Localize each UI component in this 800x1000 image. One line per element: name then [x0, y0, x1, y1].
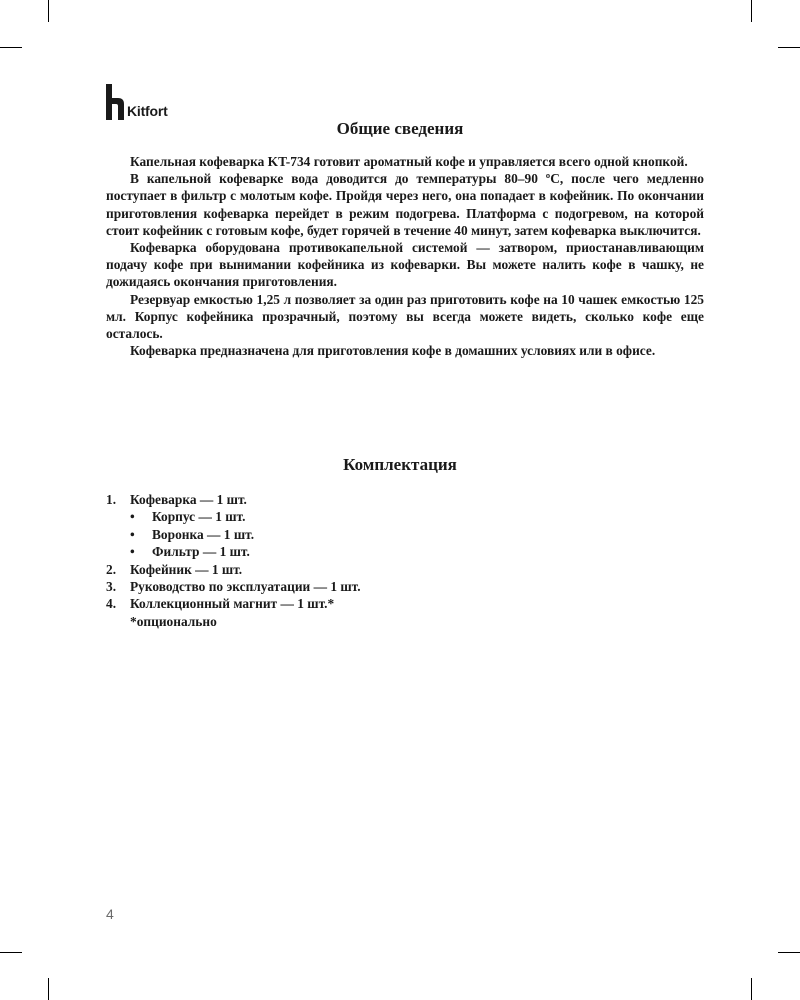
crop-mark [48, 978, 49, 1000]
list-item-number: 1. [106, 492, 117, 507]
section-title-general: Общие сведения [336, 119, 464, 138]
brand-logo [106, 84, 168, 120]
contents-list [106, 491, 704, 630]
brand-name: Kitfort [127, 103, 168, 119]
list-item-number: 3. [106, 579, 117, 595]
sub-list-item-text: Корпус — 1 шт. [152, 509, 246, 525]
crop-mark [751, 978, 752, 1000]
general-info-text [106, 153, 704, 359]
sub-list-item [106, 543, 704, 560]
list-item [106, 561, 704, 578]
paragraph: В капельной кофеварке вода доводится до температуры 80–90 ºС, после чего медленно поступает в фильтр с молотым кофе. Пройдя через него, она попадает в кофейник. По окончании приготовления кофеварка перейдет в режим подогрева. Платформа с подогревом, на которой стоит кофейник с готовым кофе, будет горячей в течение 40 минут, затем кофеварка выключится. [106, 171, 704, 238]
paragraph: Кофеварка предназначена для приготовления кофе в домашних условиях или в офисе. [130, 343, 656, 359]
page-number: 4 [106, 906, 114, 922]
bullet-icon: • [130, 509, 135, 525]
bullet-icon: • [130, 544, 135, 560]
crop-mark [48, 0, 49, 22]
list-item [106, 578, 704, 595]
list-item-text: Кофейник — 1 шт. [130, 561, 243, 577]
list-item-number: 2. [106, 561, 117, 577]
bullet-icon: • [130, 526, 135, 542]
sub-list-item-text: Воронка — 1 шт. [152, 526, 255, 542]
crop-mark [751, 0, 752, 22]
list-item-number: 4. [106, 596, 117, 612]
sub-list-item-text: Фильтр — 1 шт. [152, 544, 250, 560]
section-title-contents: Комплектация [343, 455, 457, 474]
sub-list-item [106, 526, 704, 543]
crop-mark [0, 47, 22, 48]
footnote: *опционально [130, 613, 217, 629]
crop-mark [778, 47, 800, 48]
paragraph: Капельная кофеварка KT-734 готовит ароматный кофе и управляется всего одной кнопкой. [130, 154, 688, 169]
paragraph: Резервуар емкостью 1,25 л позволяет за один раз приготовить кофе на 10 чашек емкостью 125 мл. Корпус кофейника прозрачный, поэтому вы всегда можете видеть, сколько кофе еще осталось. [106, 291, 704, 342]
crop-mark [778, 952, 800, 953]
sub-list-item [106, 508, 704, 525]
crop-mark [0, 952, 22, 953]
kitfort-logo-icon [106, 84, 124, 120]
list-item-text: Коллекционный магнит — 1 шт.* [130, 596, 335, 612]
list-item-text: Кофеварка — 1 шт. [130, 492, 247, 507]
list-item-text: Руководство по эксплуатации — 1 шт. [130, 579, 361, 595]
list-item [106, 491, 704, 508]
list-item [106, 595, 704, 612]
paragraph: Кофеварка оборудована противокапельной системой — затвором, приостанавливающим подачу кофе при вынимании кофейника из кофеварки. Вы можете налить кофе в чашку, не дожидаясь окончания приготовления. [106, 240, 704, 290]
